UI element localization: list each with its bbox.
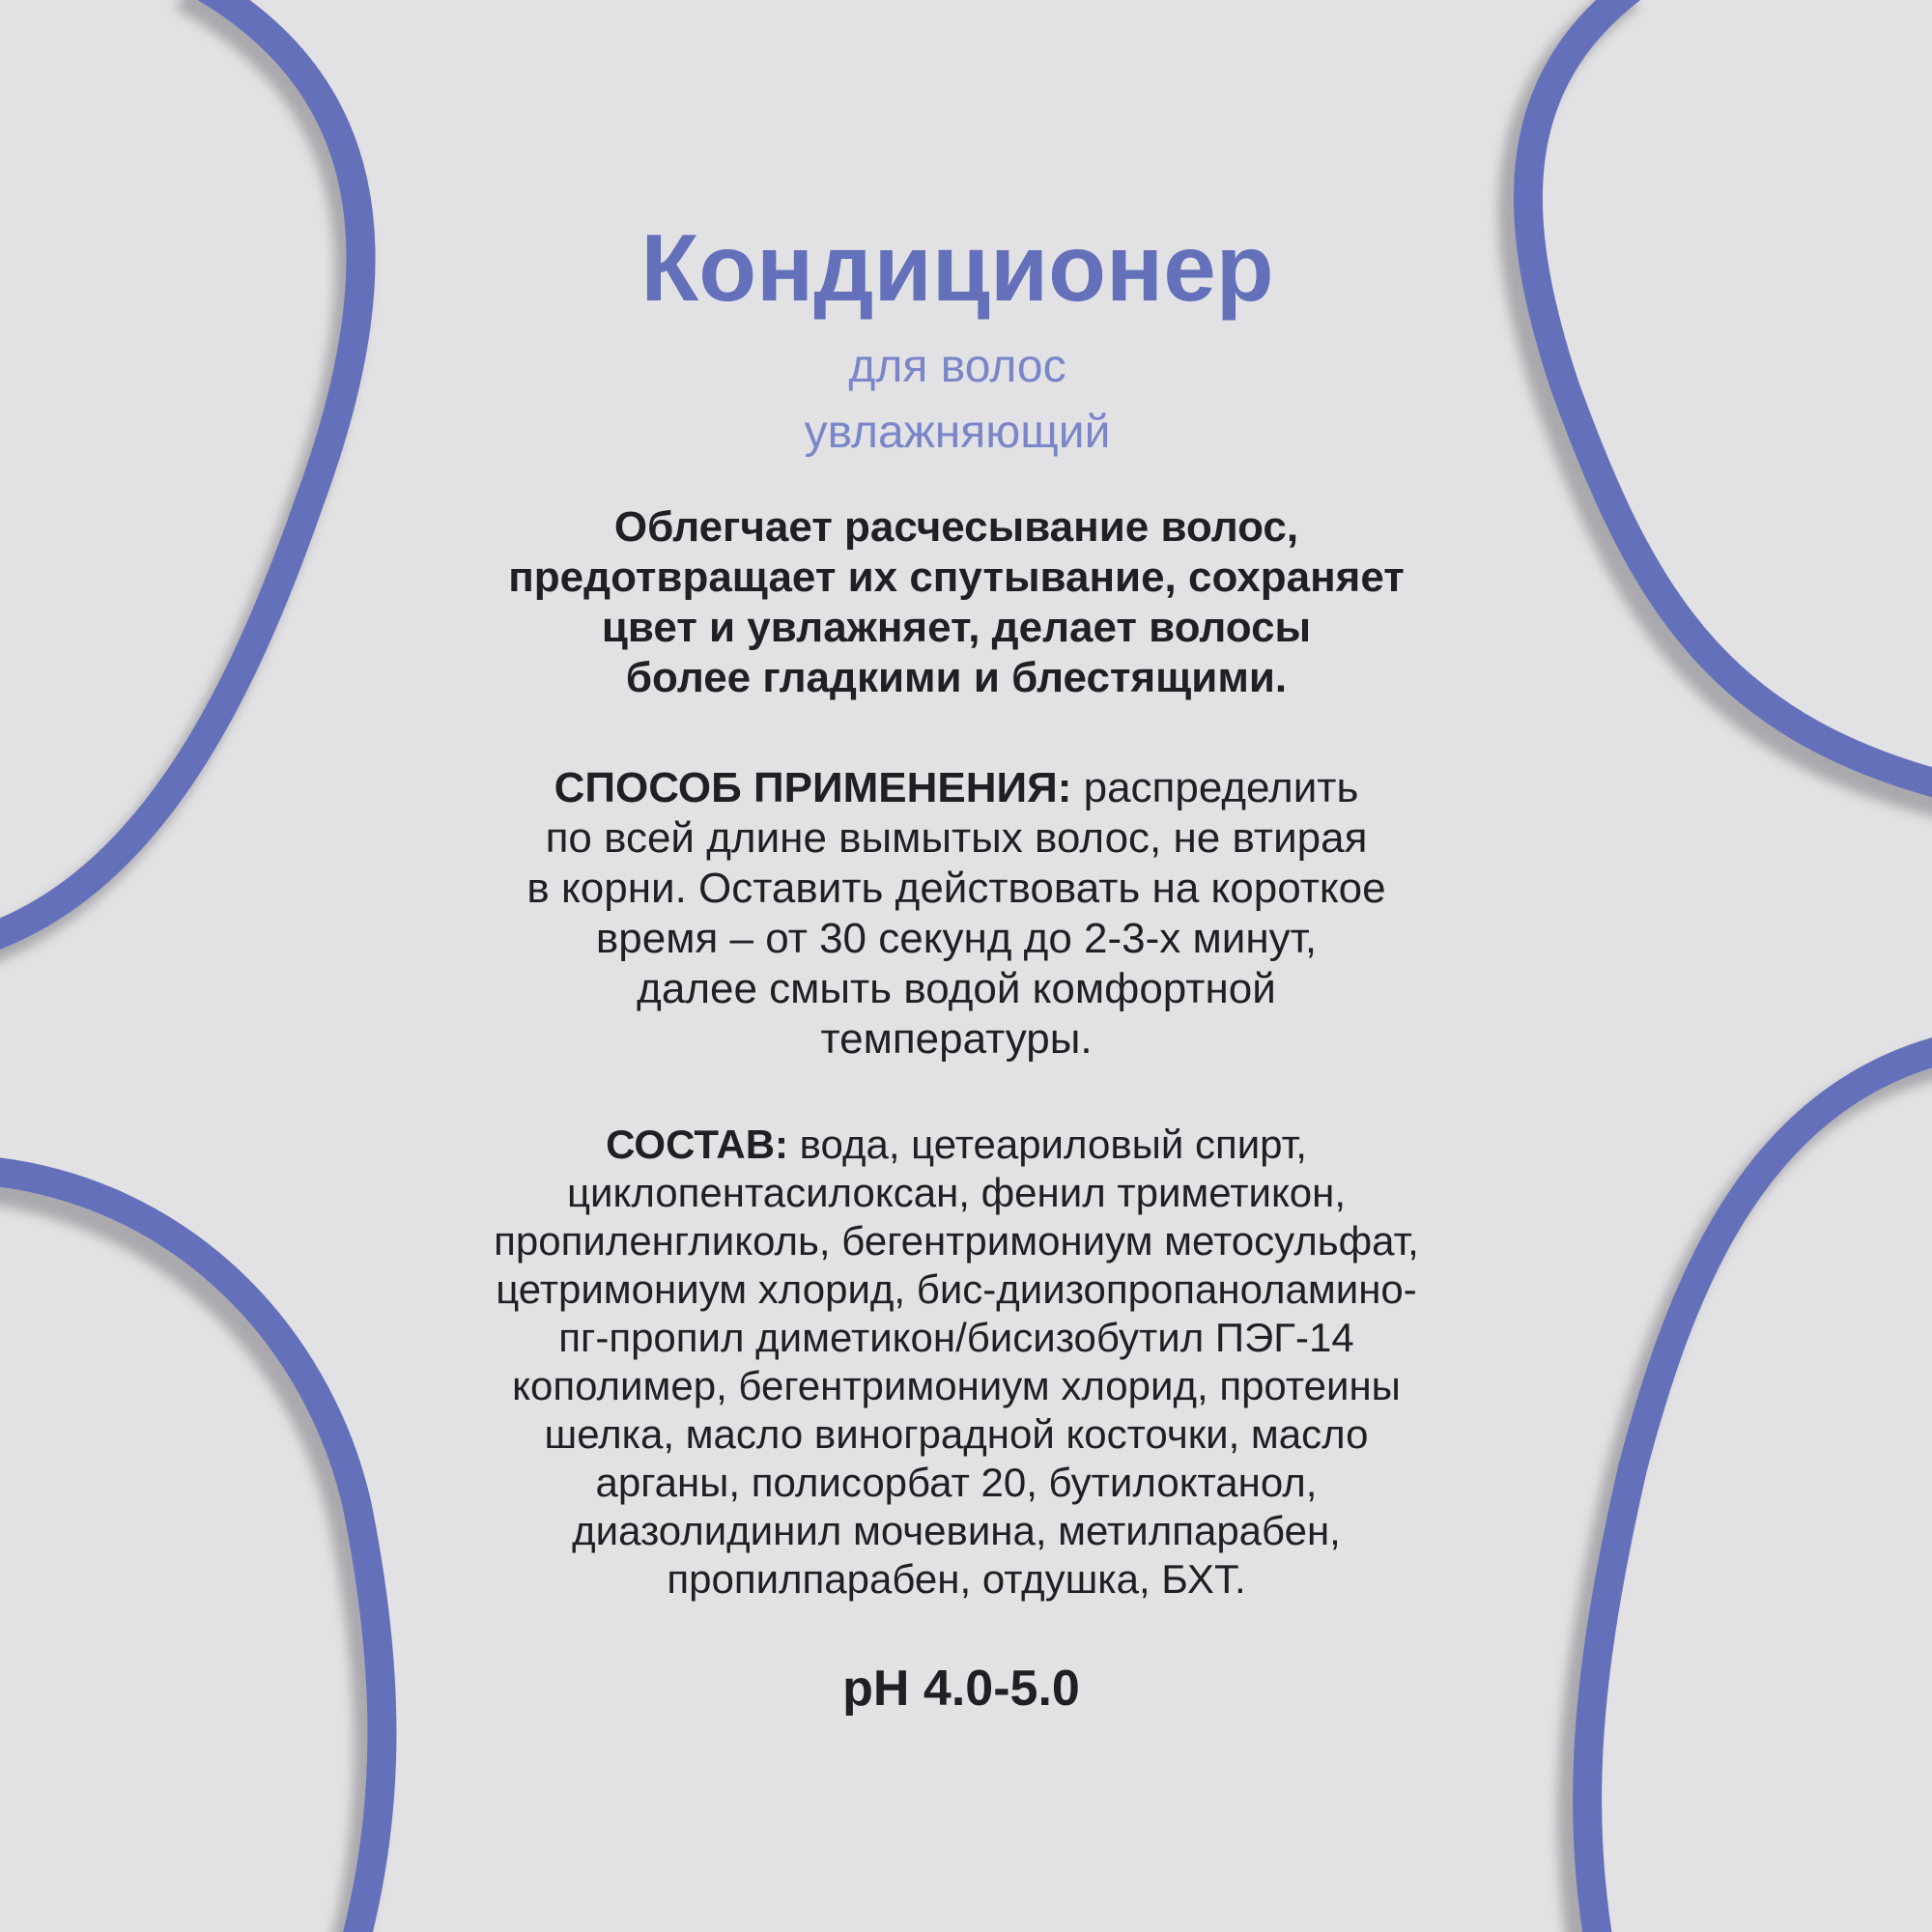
method-line: далее смыть водой комфортной [637, 965, 1276, 1012]
composition-first-line [425, 1121, 1488, 1169]
method-first-line [425, 763, 1488, 813]
usage-method [425, 763, 1488, 1065]
composition-line: пропилпарабен, отдушка, БХТ. [667, 1556, 1246, 1602]
method-line: время – от 30 секунд до 2-3-х минут, [595, 915, 1318, 962]
ph-value: pH 4.0-5.0 [842, 1661, 1080, 1717]
description-line: цвет и увлажняет, делает волосы [601, 604, 1312, 651]
composition-line: шелка, масло виноградной косточки, масло [544, 1411, 1369, 1457]
composition-line: циклопентасилоксан, фенил триметикон, [566, 1170, 1347, 1215]
composition-line: кополимер, бегентримониум хлорид, протеины [512, 1363, 1401, 1408]
composition-line: арганы, полисорбат 20, бутилоктанол, [595, 1460, 1318, 1505]
composition-line: цетримониум хлорид, бис-диизопропаноламино- [496, 1266, 1417, 1312]
composition-line: диазолидинил мочевина, метилпарабен, [572, 1508, 1341, 1553]
method-line: температуры. [820, 1015, 1093, 1063]
product-description [425, 502, 1488, 703]
composition-line: пг-пропил диметикон/бисизобутил ПЭГ-14 [558, 1315, 1354, 1360]
method-line: в корни. Оставить действовать на короткое [526, 865, 1386, 912]
method-label: СПОСОБ ПРИМЕНЕНИЯ: [554, 764, 1072, 811]
composition-first-text: вода, цетеариловый спирт, [788, 1122, 1307, 1167]
method-first-text: распределить [1071, 764, 1359, 811]
composition [425, 1121, 1488, 1604]
description-line: предотвращает их спутывание, сохраняет [508, 554, 1405, 601]
product-subtitle-line-1: для волос [848, 341, 1066, 392]
product-subtitle-line-2: увлажняющий [804, 407, 1111, 458]
description-line: Облегчает расчесывание волос, [613, 503, 1299, 551]
product-title: Кондиционер [640, 214, 1274, 321]
description-line: более гладкими и блестящими. [625, 654, 1288, 701]
composition-line: пропиленгликоль, бегентримониум метосульфат, [494, 1218, 1419, 1264]
composition-label: СОСТАВ: [606, 1122, 789, 1167]
method-line: по всей длине вымытых волос, не втирая [545, 814, 1368, 862]
